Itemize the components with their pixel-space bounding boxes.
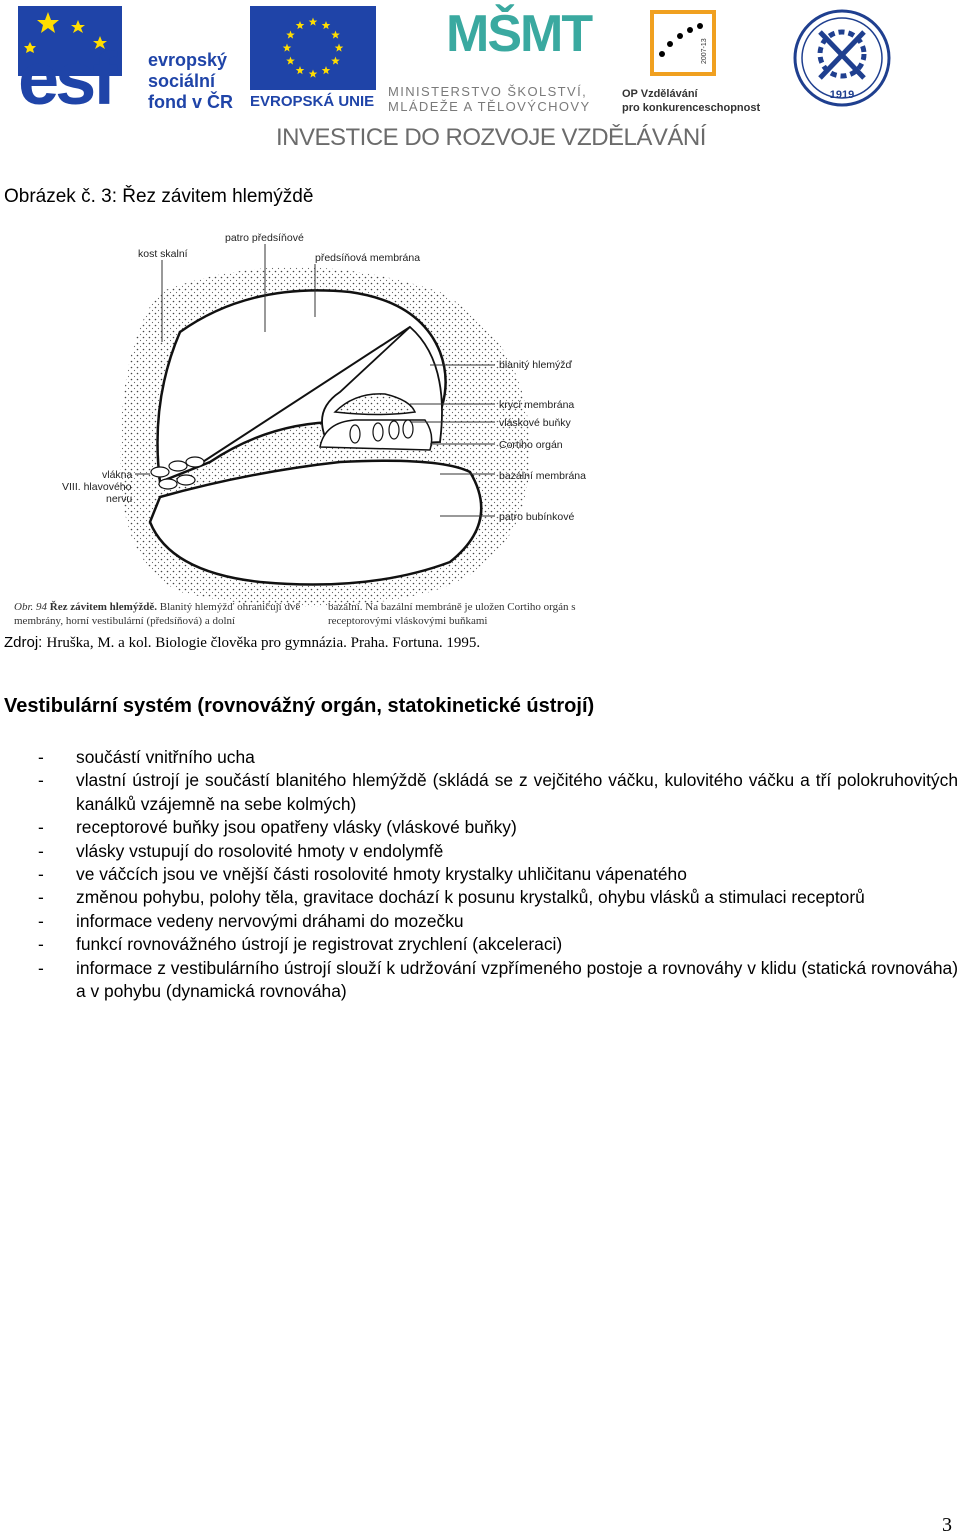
eu-stars-icon [250, 6, 376, 90]
list-item [38, 816, 958, 839]
label-kryci-membrana: krycí membrána [499, 399, 575, 411]
list-item [38, 933, 958, 956]
eu-star-icon [309, 18, 318, 26]
label-patro-bubinkove: patro bubínkové [499, 511, 575, 523]
list-item-text: vlásky vstupují do rosolovité hmoty v endolymfě [76, 840, 444, 861]
label-vlakna-2: VIII. hlavového [62, 481, 132, 493]
figure-title: Obrázek č. 3: Řez závitem hlemýždě [4, 186, 314, 207]
list-item-text: vlastní ústrojí je součástí blanitého hlemýždě (skládá se z vejčitého váčku, kulovitého váčku a tří polokruhovitých kanálků vzájemně na sebe kolmých) [76, 770, 958, 814]
bullet-dash: - [38, 887, 44, 908]
caption-lead: Obr. 94 [14, 601, 48, 613]
list-item [38, 910, 958, 933]
list-item [38, 957, 958, 1004]
list-item-text: funkcí rovnovážného ústrojí je registrovat zrychlení (akceleraci) [76, 934, 563, 955]
eu-star-icon [309, 70, 318, 78]
op-line-1: OP Vzdělávání [622, 88, 698, 100]
seal-year: 1919 [829, 89, 855, 101]
msmt-mark: MŠMT [446, 5, 592, 63]
esf-text [148, 50, 233, 113]
list-item [38, 746, 958, 769]
label-vlakna-3: nervu [106, 493, 133, 505]
caption-left [14, 600, 314, 628]
eu-star-icon [331, 31, 340, 39]
label-kost-skalni: kost skalní [138, 248, 188, 260]
label-predsinova-membrana: předsíňová membrána [315, 252, 421, 264]
bullet-dash: - [38, 747, 44, 767]
source-label: Zdroj: [4, 634, 43, 651]
label-bazalni-membrana: bazální membrána [499, 470, 586, 482]
esf-line-3: fond v ČR [148, 92, 233, 112]
list-item-text: součástí vnitřního ucha [76, 747, 255, 767]
msmt-line-2: MLÁDEŽE A TĚLOVÝCHOVY [388, 99, 591, 114]
list-item-text: receptorové buňky jsou opatřeny vlásky (vláskové buňky) [76, 817, 517, 838]
bullet-dash: - [38, 864, 44, 885]
eu-star-icon [296, 21, 305, 29]
figure-source [4, 634, 480, 652]
esf-line-1: evropský [148, 50, 228, 70]
eu-star-icon [283, 44, 292, 52]
bullet-dash: - [38, 934, 44, 955]
caption-bold: Řez závitem hlemýždě. [49, 601, 157, 613]
tagline: INVESTICE DO ROZVOJE VZDĚLÁVÁNÍ [276, 124, 706, 151]
eu-star-icon [331, 57, 340, 65]
label-cortiho-organ: Cortiho orgán [499, 439, 563, 451]
section-heading: Vestibulární systém (rovnovážný orgán, statokinetické ústrojí) [4, 695, 595, 717]
caption-left-rest: Blanitý hlemýžď ohraničují dvě membrány, horní vestibulární (předsíňová) a dolní [14, 601, 301, 627]
list-item-text: informace z vestibulárního ústrojí slouží k udržování vzpřímeného postoje a rovnováhy v klidu (statická rovnováha) a v pohybu (dynamická rovnováha) [76, 957, 958, 1002]
eu-star-icon [286, 57, 295, 65]
eu-caption: EVROPSKÁ UNIE [250, 93, 375, 110]
eu-star-icon [322, 66, 331, 74]
source-text: Hruška, M. a kol. Biologie člověka pro gymnázia. Praha. Fortuna. 1995. [46, 635, 481, 651]
op-line-2: pro konkurenceschopnost [622, 102, 761, 114]
eu-logo [250, 6, 380, 112]
list-item [38, 886, 958, 909]
list-item-text: ve váčcích jsou ve vnější části rosolovité hmoty krystalky uhličitanu vápenatého [76, 864, 687, 885]
list-item-text: změnou pohybu, polohy těla, gravitace dochází k posunu krystalků, ohybu vlásků a stimulaci receptorů [76, 887, 865, 908]
school-seal-logo [792, 8, 892, 108]
list-item [38, 840, 958, 863]
eu-star-icon [335, 44, 344, 52]
label-vlakna-1: vlákna [102, 469, 133, 481]
msmt-logo [388, 4, 610, 112]
label-blanity-hlemyzd: blanitý hlemýžď [499, 359, 572, 371]
op-years: 2007-13 [701, 38, 708, 64]
bullet-dash: - [38, 957, 44, 978]
bullet-dash: - [38, 817, 44, 838]
op-logo [620, 4, 770, 112]
esf-line-2: sociální [148, 71, 216, 91]
bullet-dash: - [38, 770, 44, 791]
esf-logo [18, 6, 242, 120]
eu-star-icon [296, 66, 305, 74]
eu-flag [250, 6, 376, 90]
label-vlaskove-bunky: vláskové buňky [499, 417, 571, 429]
page-number: 3 [942, 1514, 952, 1536]
cochlea-cross-section-diagram [10, 222, 630, 632]
caption-right: bazální. Na bazální membráně je uložen Cortiho orgán s receptorovými vláskovými buňkami [328, 601, 576, 627]
list-item [38, 863, 958, 886]
op-box-icon [650, 10, 716, 76]
bullet-dash: - [38, 910, 44, 931]
header-logos [0, 0, 960, 160]
esf-big-text: esf [18, 37, 113, 120]
eu-star-icon [322, 21, 331, 29]
list-item [38, 769, 958, 816]
eu-star-icon [286, 31, 295, 39]
msmt-line-1: MINISTERSTVO ŠKOLSTVÍ, [388, 84, 588, 99]
bullet-dash: - [38, 840, 44, 861]
list-item-text: informace vedeny nervovými dráhami do mozečku [76, 910, 464, 931]
label-patro-predsinove: patro předsíňové [225, 232, 304, 244]
bullet-list [38, 746, 958, 1003]
